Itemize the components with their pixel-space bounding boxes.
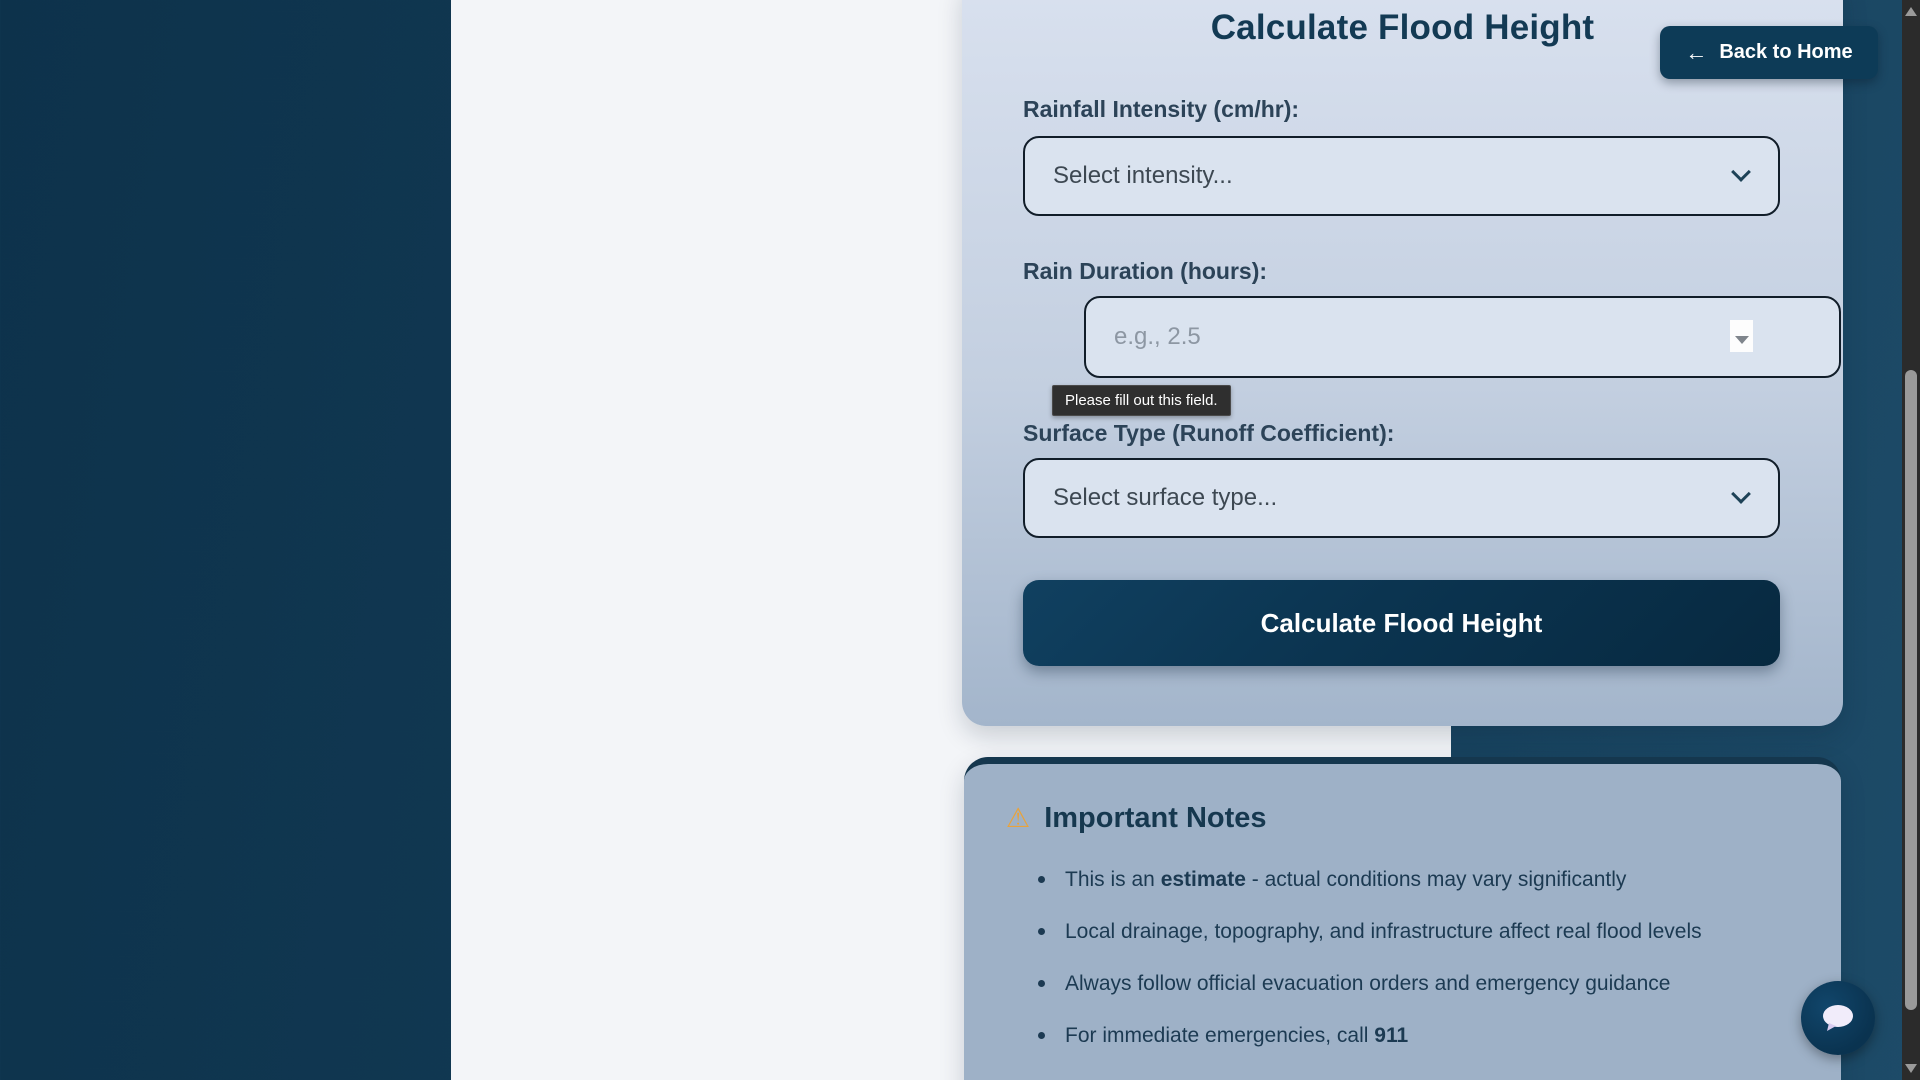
stepper-down-icon[interactable] xyxy=(1735,336,1749,344)
important-notes-heading xyxy=(1006,802,1267,835)
rainfall-intensity-label: Rainfall Intensity (cm/hr): xyxy=(1023,96,1300,122)
list-item xyxy=(1038,1025,1702,1046)
rainfall-intensity-selected-value: Select intensity... xyxy=(1053,162,1233,189)
back-to-home-button[interactable] xyxy=(1660,26,1878,79)
rain-duration-field-wrap xyxy=(1023,296,1780,378)
warning-icon: ⚠ xyxy=(1006,803,1031,833)
rainfall-intensity-select[interactable] xyxy=(1023,136,1780,216)
surface-type-select[interactable] xyxy=(1023,458,1780,538)
surface-type-selected-value: Select surface type... xyxy=(1053,484,1278,511)
notes-list xyxy=(1038,869,1702,1077)
back-to-home-label: Back to Home xyxy=(1719,41,1853,63)
page-title: Calculate Flood Height xyxy=(1210,8,1595,47)
rain-duration-label: Rain Duration (hours): xyxy=(1023,258,1268,284)
scrollbar-thumb[interactable] xyxy=(1905,370,1917,1010)
speech-bubble-icon xyxy=(1821,1003,1855,1033)
list-item xyxy=(1038,973,1702,994)
note-text: Always follow official evacuation orders and emergency guidance xyxy=(1065,972,1671,995)
left-arrow-icon: ← xyxy=(1685,39,1708,65)
calculate-flood-height-button[interactable]: Calculate Flood Height xyxy=(1023,580,1780,666)
vertical-scrollbar[interactable] xyxy=(1902,0,1920,1080)
list-item xyxy=(1038,921,1702,942)
note-text: Local drainage, topography, and infrastructure affect real flood levels xyxy=(1065,920,1702,943)
list-item xyxy=(1038,869,1702,890)
note-text: For immediate emergencies, call xyxy=(1065,1024,1375,1047)
important-notes-heading-text: Important Notes xyxy=(1044,802,1267,834)
note-text: This is an xyxy=(1065,868,1161,891)
surface-type-label: Surface Type (Runoff Coefficient): xyxy=(1023,420,1395,446)
scroll-up-arrow-icon[interactable] xyxy=(1905,7,1917,16)
chat-widget-button[interactable] xyxy=(1801,981,1875,1055)
page-content-column xyxy=(451,0,1702,1080)
form-validation-tooltip: Please fill out this field. xyxy=(1052,385,1231,416)
note-bold-text: 911 xyxy=(1374,1024,1409,1047)
scroll-down-arrow-icon[interactable] xyxy=(1905,1064,1917,1073)
rain-duration-input[interactable] xyxy=(1084,296,1841,378)
note-bold-text: estimate xyxy=(1160,868,1246,891)
flood-calculator-card xyxy=(962,0,1843,726)
note-text: - actual conditions may vary significantly xyxy=(1245,868,1627,891)
number-stepper[interactable] xyxy=(1730,320,1753,352)
important-notes-card xyxy=(964,757,1841,1080)
